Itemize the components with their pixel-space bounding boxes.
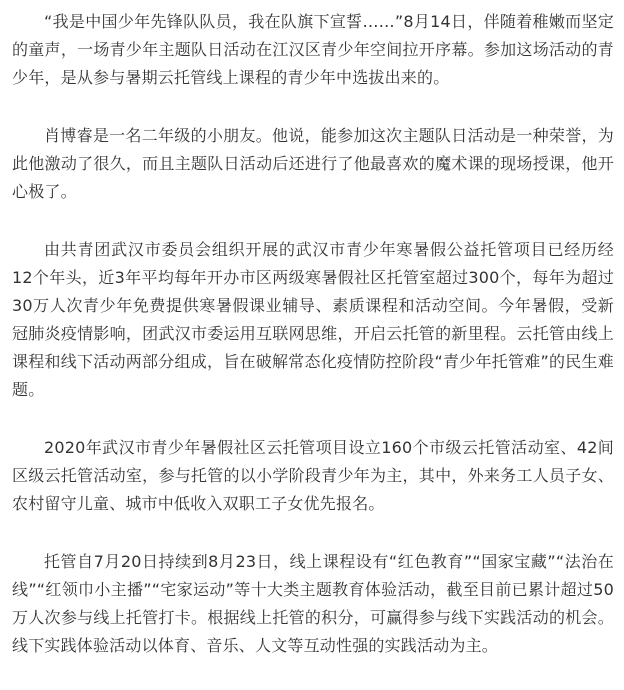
paragraph-2: 肖博睿是一名二年级的小朋友。他说，能参加这次主题队日活动是一种荣誉，为此他激动了很久，而且主题队日活动后还进行了他最喜欢的魔术课的现场授课，他开心极了。 — [12, 126, 614, 201]
paragraph-4: 2020年武汉市青少年暑假社区云托管项目设立160个市级云托管活动室、42间区级云托管活动室，参与托管的以小学阶段青少年为主，其中，外来务工人员子女、农村留守儿童、城市中低收入双职工子女优先报名。 — [12, 438, 614, 513]
paragraph-1: “我是中国少年先锋队队员，我在队旗下宣誓……”8月14日，伴随着稚嫩而坚定的童声，一场青少年主题队日活动在江汉区青少年空间拉开序幕。参加这场活动的青少年，是从参与暑期云托管线上课程的青少年中选拔出来的。 — [12, 12, 614, 87]
article-body — [12, 8, 614, 690]
paragraph-5: 托管自7月20日持续到8月23日，线上课程设有“红色教育”“国家宝藏”“法治在线”“红领巾小主播”“宅家运动”等十大类主题教育体验活动，截至目前已累计超过50万人次参与线上托管打卡。根据线上托管的积分，可赢得参与线下实践活动的机会。线下实践体验活动以体育、音乐、人文等互动性强的实践活动为主。 — [12, 552, 614, 655]
paragraph-3: 由共青团武汉市委员会组织开展的武汉市青少年寒暑假公益托管项目已经历经12个年头，近3年平均每年开办市区两级寒暑假社区托管室超过300个，每年为超过30万人次青少年免费提供寒暑假课业辅导、素质课程和活动空间。今年暑假，受新冠肺炎疫情影响，团武汉市委运用互联网思维，开启云托管的新里程。云托管由线上课程和线下活动两部分组成，旨在破解常态化疫情防控阶段“青少年托管难”的民生难题。 — [12, 240, 614, 399]
